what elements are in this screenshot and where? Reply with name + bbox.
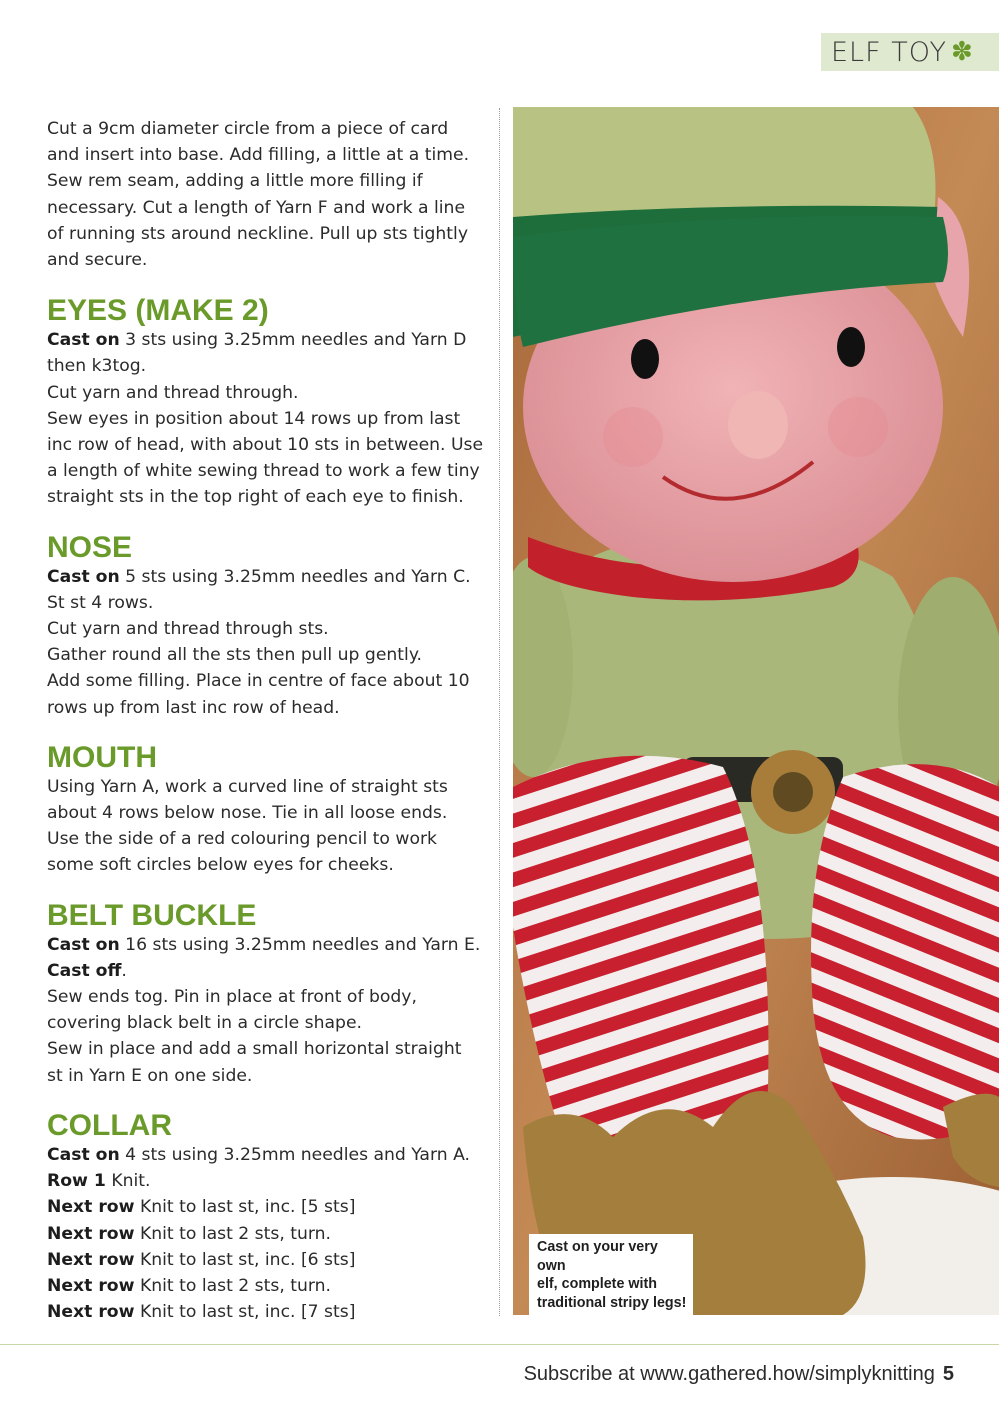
elf-toy-photo bbox=[513, 107, 999, 1315]
nose-heading: NOSE bbox=[47, 530, 133, 564]
column-divider bbox=[499, 108, 500, 1316]
intro-paragraph: Cut a 9cm diameter circle from a piece of card and insert into base. Add filling, a little at a time. Sew rem seam, adding a little more filling if necessary. Cut a length of Yarn F and work a line of running sts around neckline. Pull up sts tightly and secure. bbox=[47, 119, 470, 271]
nose-instructions: Cast on 5 sts using 3.25mm needles and Yarn C. St st 4 rows. Cut yarn and thread through sts. Gather round all the sts then pull up gently. Add some filling. Place in centre of face about 10 rows up from last inc row of head. bbox=[47, 566, 471, 718]
section-tag-label: ELF TOY bbox=[831, 36, 947, 68]
eyes-instructions: Cast on 3 sts using 3.25mm needles and Yarn D then k3tog. Cut yarn and thread through. Sew eyes in position about 14 rows up from last inc row of head, with about 10 sts in between. Use a length of white sewing thread to work a few tiny straight sts in the top right of each eye to finish. bbox=[47, 330, 484, 508]
eyes-heading: EYES (MAKE 2) bbox=[47, 294, 269, 328]
collar-instructions: Cast on 4 sts using 3.25mm needles and Yarn A. Row 1 Knit. Next row Knit to last st, inc. [5 sts] Next row Knit to last 2 sts, turn. Next row Knit to last st, inc. [6 sts] Next row Knit to last 2 sts, turn. Next row Knit to last st, inc. [7 sts] bbox=[47, 1144, 470, 1323]
mouth-heading: MOUTH bbox=[47, 740, 157, 774]
page-number: 5 bbox=[942, 1363, 954, 1385]
belt-buckle-heading: BELT BUCKLE bbox=[47, 898, 257, 932]
subscribe-text: Subscribe at www.gathered.how/simplyknitting bbox=[523, 1363, 935, 1385]
footer bbox=[524, 1363, 954, 1386]
clover-icon: ✽ bbox=[950, 37, 973, 67]
section-tag bbox=[821, 33, 999, 71]
instructions-column bbox=[47, 116, 492, 1325]
mouth-instructions: Using Yarn A, work a curved line of straight sts about 4 rows below nose. Tie in all loose ends. Use the side of a red colouring pencil to work some soft circles below eyes for cheeks. bbox=[47, 776, 448, 876]
belt-buckle-instructions: Cast on 16 sts using 3.25mm needles and Yarn E. Cast off. Sew ends tog. Pin in place at front of body, covering black belt in a circle shape. Sew in place and add a small horizontal straight st in Yarn E on one side. bbox=[47, 934, 481, 1086]
footer-divider bbox=[0, 1344, 999, 1345]
photo-caption: Cast on your very own elf, complete with traditional stripy legs! bbox=[529, 1234, 693, 1316]
collar-heading: COLLAR bbox=[47, 1108, 172, 1142]
elf-illustration bbox=[513, 107, 999, 1315]
